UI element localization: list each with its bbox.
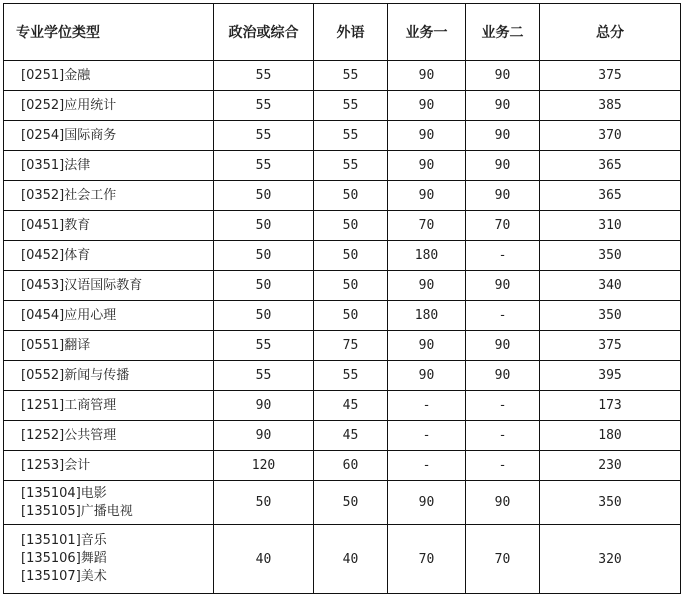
subject1-score-cell: 90 [388, 331, 466, 361]
table-row [4, 151, 681, 181]
table-row [4, 241, 681, 271]
total-score-cell: 350 [540, 481, 681, 525]
degree-type-label: [0551]翻译 [21, 337, 91, 353]
subject2-score-cell: 90 [466, 181, 540, 211]
header-subject2: 业务二 [466, 4, 540, 61]
politics-score-cell: 55 [214, 331, 314, 361]
politics-score-cell: 50 [214, 301, 314, 331]
politics-score-cell: 55 [214, 91, 314, 121]
subject1-score-cell: - [388, 421, 466, 451]
degree-type-label: [0454]应用心理 [21, 307, 117, 323]
degree-type-cell [4, 271, 214, 301]
politics-score-cell: 120 [214, 451, 314, 481]
table-row [4, 91, 681, 121]
table-row [4, 271, 681, 301]
politics-score-cell: 50 [214, 241, 314, 271]
degree-type-cell [4, 301, 214, 331]
politics-score-cell: 40 [214, 525, 314, 594]
subject1-score-cell: 90 [388, 361, 466, 391]
degree-type-cell [4, 91, 214, 121]
degree-type-cell [4, 391, 214, 421]
table-row [4, 301, 681, 331]
degree-type-label: [0254]国际商务 [21, 127, 117, 143]
language-score-cell: 50 [314, 211, 388, 241]
language-score-cell: 55 [314, 151, 388, 181]
table-row [4, 121, 681, 151]
score-table [3, 3, 681, 594]
language-score-cell: 45 [314, 421, 388, 451]
table-body [4, 61, 681, 594]
language-score-cell: 50 [314, 241, 388, 271]
language-score-cell: 45 [314, 391, 388, 421]
degree-type-label: [0552]新闻与传播 [21, 367, 130, 383]
subject2-score-cell: 70 [466, 525, 540, 594]
politics-score-cell: 90 [214, 421, 314, 451]
subject2-score-cell: 70 [466, 211, 540, 241]
degree-type-cell [4, 421, 214, 451]
table-row [4, 361, 681, 391]
language-score-cell: 40 [314, 525, 388, 594]
subject1-score-cell: - [388, 391, 466, 421]
total-score-cell: 395 [540, 361, 681, 391]
table-row [4, 211, 681, 241]
language-score-cell: 75 [314, 331, 388, 361]
degree-type-label: [0351]法律 [21, 157, 91, 173]
total-score-cell: 350 [540, 301, 681, 331]
total-score-cell: 180 [540, 421, 681, 451]
degree-type-cell [4, 151, 214, 181]
degree-type-label: [0252]应用统计 [21, 97, 117, 113]
subject2-score-cell: 90 [466, 151, 540, 181]
language-score-cell: 55 [314, 91, 388, 121]
table-row [4, 181, 681, 211]
politics-score-cell: 55 [214, 361, 314, 391]
degree-type-label: [1252]公共管理 [21, 427, 117, 443]
degree-type-label: [135105]广播电视 [21, 503, 133, 519]
subject1-score-cell: 180 [388, 241, 466, 271]
language-score-cell: 60 [314, 451, 388, 481]
language-score-cell: 50 [314, 301, 388, 331]
degree-type-label: [0453]汉语国际教育 [21, 277, 143, 293]
subject2-score-cell: 90 [466, 91, 540, 121]
total-score-cell: 310 [540, 211, 681, 241]
subject1-score-cell: 90 [388, 271, 466, 301]
table-row [4, 61, 681, 91]
subject2-score-cell: 90 [466, 271, 540, 301]
header-degree-type: 专业学位类型 [4, 4, 214, 61]
degree-type-label: [1251]工商管理 [21, 397, 117, 413]
politics-score-cell: 55 [214, 151, 314, 181]
degree-type-label: [0251]金融 [21, 67, 91, 83]
language-score-cell: 55 [314, 121, 388, 151]
total-score-cell: 320 [540, 525, 681, 594]
politics-score-cell: 50 [214, 211, 314, 241]
total-score-cell: 375 [540, 331, 681, 361]
degree-type-label: [0451]教育 [21, 217, 91, 233]
header-row [4, 4, 681, 61]
total-score-cell: 370 [540, 121, 681, 151]
politics-score-cell: 90 [214, 391, 314, 421]
degree-type-label: [135101]音乐 [21, 533, 107, 548]
degree-type-label: [135106]舞蹈 [21, 551, 107, 566]
subject1-score-cell: 90 [388, 91, 466, 121]
header-politics: 政治或综合 [214, 4, 314, 61]
degree-type-label: [0352]社会工作 [21, 187, 117, 203]
politics-score-cell: 50 [214, 481, 314, 525]
table-row [4, 525, 681, 594]
subject2-score-cell: - [466, 421, 540, 451]
table-row [4, 331, 681, 361]
language-score-cell: 50 [314, 271, 388, 301]
total-score-cell: 385 [540, 91, 681, 121]
header-subject1: 业务一 [388, 4, 466, 61]
politics-score-cell: 50 [214, 181, 314, 211]
subject2-score-cell: 90 [466, 361, 540, 391]
degree-type-cell [4, 121, 214, 151]
subject1-score-cell: 90 [388, 151, 466, 181]
subject2-score-cell: 90 [466, 331, 540, 361]
header-total: 总分 [540, 4, 681, 61]
table-row [4, 481, 681, 525]
total-score-cell: 365 [540, 151, 681, 181]
degree-type-cell [4, 525, 214, 594]
total-score-cell: 340 [540, 271, 681, 301]
subject2-score-cell: 90 [466, 481, 540, 525]
subject1-score-cell: 90 [388, 61, 466, 91]
subject2-score-cell: - [466, 241, 540, 271]
degree-type-label: [1253]会计 [21, 457, 91, 473]
total-score-cell: 365 [540, 181, 681, 211]
header-language: 外语 [314, 4, 388, 61]
degree-type-label: [135104]电影 [21, 485, 107, 501]
subject2-score-cell: 90 [466, 61, 540, 91]
subject1-score-cell: 90 [388, 181, 466, 211]
total-score-cell: 230 [540, 451, 681, 481]
total-score-cell: 173 [540, 391, 681, 421]
subject2-score-cell: - [466, 391, 540, 421]
language-score-cell: 55 [314, 61, 388, 91]
degree-type-label: [0452]体育 [21, 247, 91, 263]
subject1-score-cell: 70 [388, 525, 466, 594]
total-score-cell: 375 [540, 61, 681, 91]
language-score-cell: 50 [314, 481, 388, 525]
degree-type-cell [4, 451, 214, 481]
degree-type-cell [4, 241, 214, 271]
table-row [4, 421, 681, 451]
degree-type-cell [4, 481, 214, 525]
degree-type-label: [135107]美术 [21, 569, 107, 584]
table-row [4, 391, 681, 421]
subject1-score-cell: 90 [388, 481, 466, 525]
politics-score-cell: 55 [214, 121, 314, 151]
subject1-score-cell: 90 [388, 121, 466, 151]
politics-score-cell: 50 [214, 271, 314, 301]
subject1-score-cell: 180 [388, 301, 466, 331]
degree-type-cell [4, 361, 214, 391]
language-score-cell: 50 [314, 181, 388, 211]
total-score-cell: 350 [540, 241, 681, 271]
subject1-score-cell: 70 [388, 211, 466, 241]
subject1-score-cell: - [388, 451, 466, 481]
degree-type-cell [4, 211, 214, 241]
degree-type-cell [4, 61, 214, 91]
language-score-cell: 55 [314, 361, 388, 391]
degree-type-cell [4, 181, 214, 211]
subject2-score-cell: - [466, 451, 540, 481]
subject2-score-cell: 90 [466, 121, 540, 151]
table-row [4, 451, 681, 481]
politics-score-cell: 55 [214, 61, 314, 91]
degree-type-cell [4, 331, 214, 361]
subject2-score-cell: - [466, 301, 540, 331]
